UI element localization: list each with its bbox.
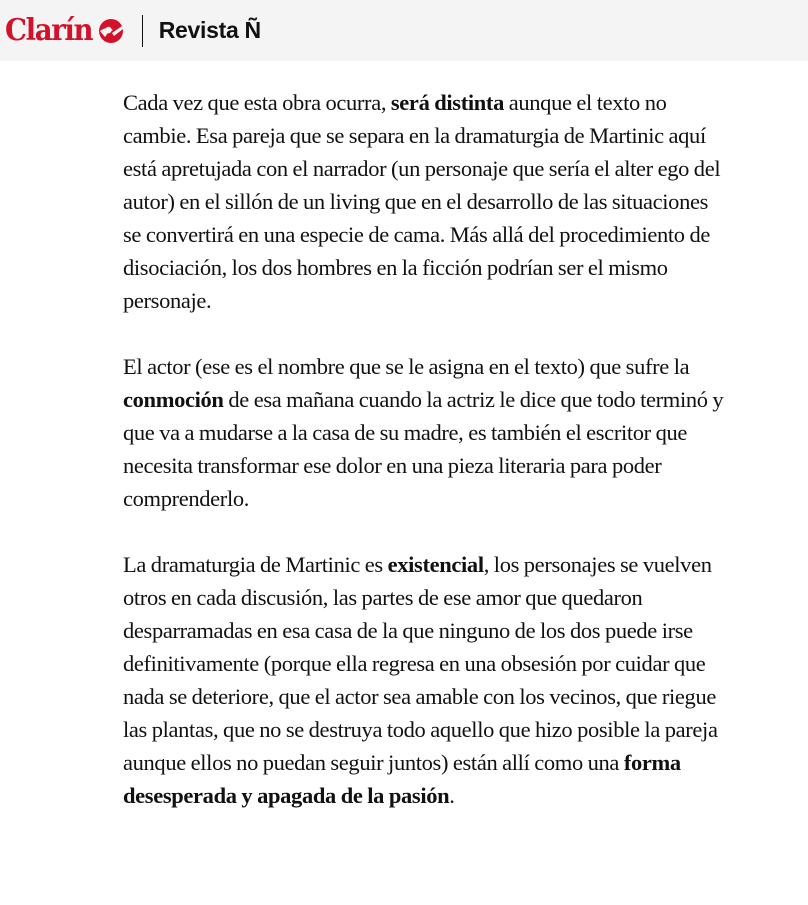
paragraph-text: de esa mañana cuando la actriz le dice que todo terminó y que va a mudarse a la casa de su madre, es también el escritor que necesita transformar ese dolor en una pieza literaria para poder comprenderlo. [123,387,724,511]
article-paragraph [123,86,727,317]
clarin-logo-mark-icon [96,16,126,46]
emphasis-text: conmoción [123,387,224,412]
brand-wordmark: Clarín [5,12,93,48]
paragraph-text: El actor (ese es el nombre que se le asigna en el texto) que sufre la [123,354,690,379]
clarin-logo-link[interactable] [5,11,126,51]
emphasis-text: existencial [387,552,484,577]
emphasis-text: será distinta [390,90,504,115]
paragraph-text: , los personajes se vuelven otros en cada discusión, las partes de ese amor que quedaron desparramadas en esa casa de la que ninguno de los dos puede irse definitivamente (porque ella regresa en una obsesión por cuidar que nada se deteriore, que el actor sea amable con los vecinos, que riegue las plantas, que no se destruya todo aquello que hizo posible la pareja aunque ellos no puedan seguir juntos) están allí como una [123,552,718,775]
paragraph-text: . [449,783,455,808]
header-divider [142,15,143,47]
article-paragraph [123,548,727,812]
emphasis-text: forma desesperada y apagada de la pasión [123,750,681,808]
article-body [123,86,727,845]
paragraph-text: Cada vez que esta obra ocurra, [123,90,391,115]
article-paragraph [123,350,727,515]
site-header [0,0,808,61]
section-link-revista-n[interactable]: Revista Ñ [158,17,261,43]
paragraph-text: aunque el texto no cambie. Esa pareja que se separa en la dramaturgia de Martinic aquí está apretujada con el narrador (un personaje que sería el alter ego del autor) en el sillón de un living que en el desarrollo de las situaciones se convertirá en una especie de cama. Más allá del procedimiento de disociación, los dos hombres en la ficción podrían ser el mismo personaje. [123,90,721,313]
paragraph-text: La dramaturgia de Martinic es [123,552,388,577]
